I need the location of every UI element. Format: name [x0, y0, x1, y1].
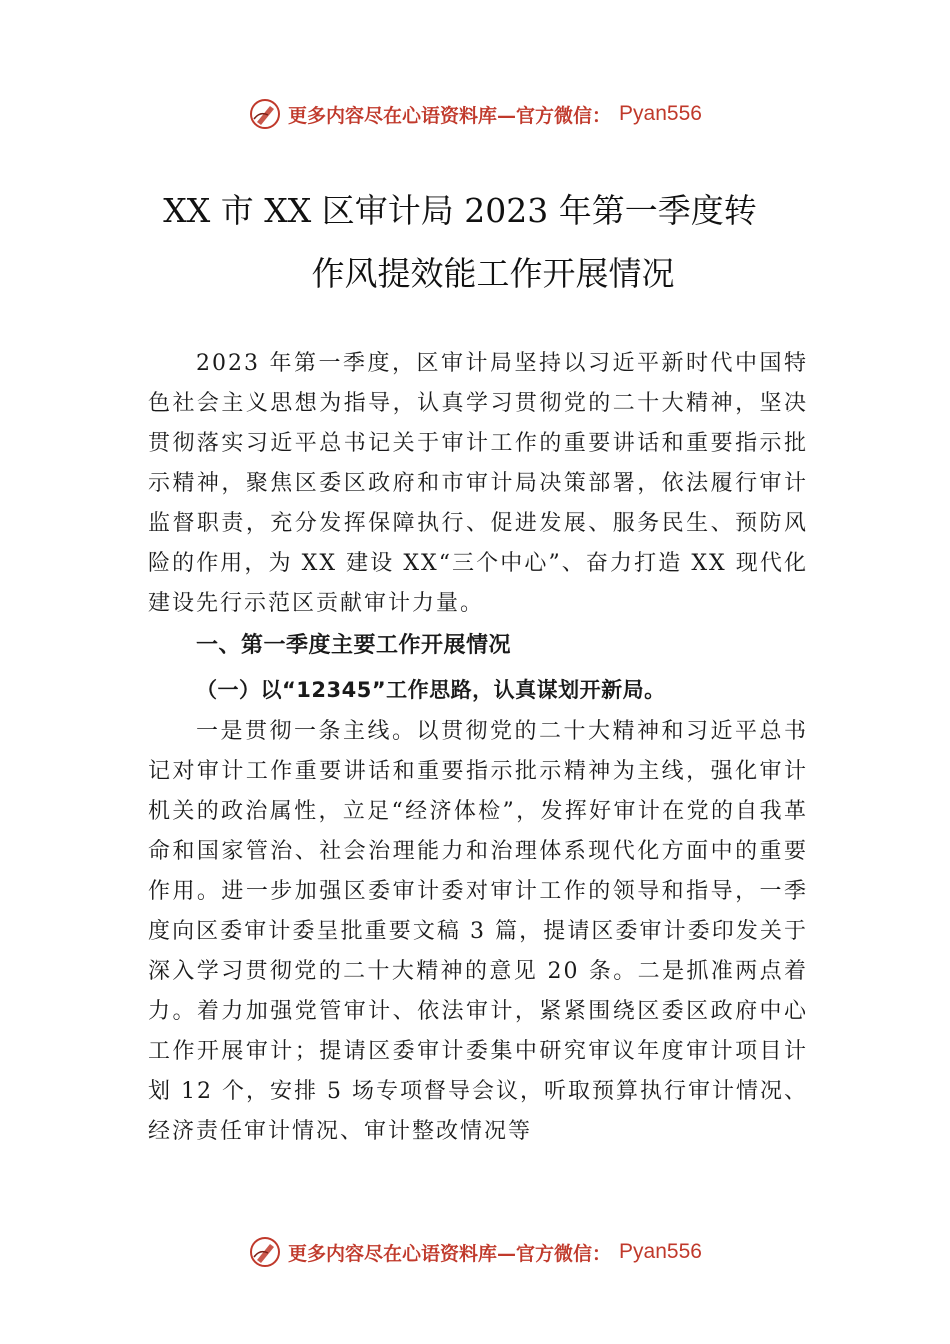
section-heading: 一、第一季度主要工作开展情况: [196, 633, 512, 658]
pen-logo-icon: [248, 1235, 282, 1269]
subsection-heading: （一）以“12345”工作思路，认真谋划开新局。: [196, 678, 666, 702]
document-body: [148, 344, 808, 1152]
watermark-text: 更多内容尽在心语资料库—官方微信：: [288, 1242, 612, 1265]
watermark-handle: Pyan556: [619, 1240, 702, 1263]
body-paragraph: 一是贯彻一条主线。以贯彻党的二十大精神和习近平总书记对审计工作重要讲话和重要指示批示精神为主线，强化审计机关的政治属性，立足“经济体检”，发挥好审计在党的自我革命和国家管治、社会治理能力和治理体系现代化方面中的重要作用。进一步加强区委审计委对审计工作的领导和指导，一季度向区委审计委呈批重要文稿 3 篇，提请区委审计委印发关于深入学习贯彻党的二十大精神的意见 20 条。二是抓准两点着力。着力加强党管审计、依法审计，紧紧围绕区委区政府中心工作开展审计；提请区委审计委集中研究审议年度审计项目计划 12 个，安排 5 场专项督导会议，听取预算执行审计情况、经济责任审计情况、审计整改情况等: [148, 719, 808, 1144]
intro-paragraph: 2023 年第一季度，区审计局坚持以习近平新时代中国特色社会主义思想为指导，认真学习贯彻党的二十大精神，坚决贯彻落实习近平总书记关于审计工作的重要讲话和重要指示批示精神，聚焦区委区政府和市审计局决策部署，依法履行审计监督职责，充分发挥保障执行、促进发展、服务民生、预防风险的作用，为 XX 建设 XX“三个中心”、奋力打造 XX 现代化建设先行示范区贡献审计力量。: [148, 351, 808, 616]
watermark-text: 更多内容尽在心语资料库—官方微信：: [288, 104, 612, 127]
watermark-banner-bottom: [0, 1232, 950, 1272]
watermark-handle: Pyan556: [619, 102, 702, 125]
watermark-banner-top: [0, 94, 950, 134]
document-title-line-1: XX 市 XX 区审计局 2023 年第一季度转: [163, 191, 757, 230]
pen-logo-icon: [248, 97, 282, 131]
document-title-line-2: 作风提效能工作开展情况: [311, 254, 675, 293]
